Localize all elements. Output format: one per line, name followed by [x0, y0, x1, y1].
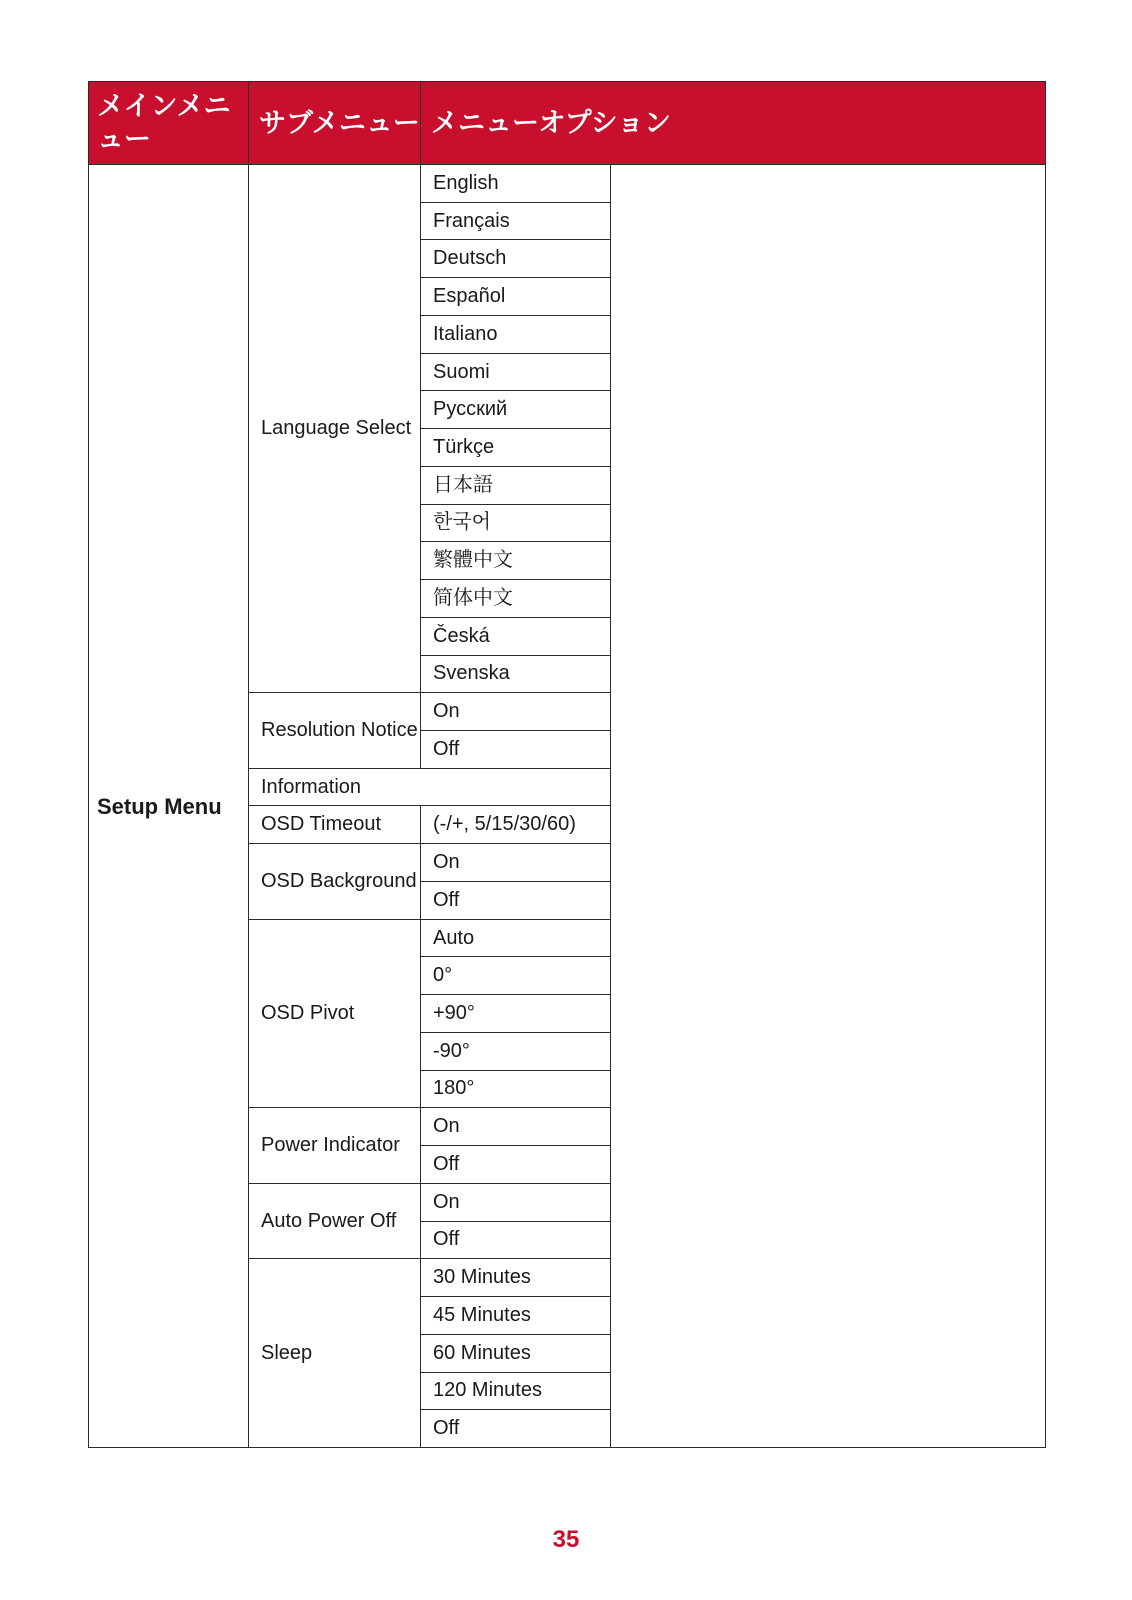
blank-cell — [611, 1334, 1046, 1372]
option-cell: On — [421, 1183, 611, 1221]
option-cell: Suomi — [421, 353, 611, 391]
blank-cell — [611, 391, 1046, 429]
option-cell: English — [421, 165, 611, 203]
submenu-cell: Resolution Notice — [249, 693, 421, 768]
blank-cell — [611, 881, 1046, 919]
option-cell: Off — [421, 731, 611, 769]
blank-cell — [611, 278, 1046, 316]
option-cell: Français — [421, 202, 611, 240]
main-menu-cell: Setup Menu — [89, 165, 249, 1448]
option-cell: +90° — [421, 995, 611, 1033]
option-cell: On — [421, 844, 611, 882]
option-cell: Русский — [421, 391, 611, 429]
option-cell: Deutsch — [421, 240, 611, 278]
option-cell: 30 Minutes — [421, 1259, 611, 1297]
blank-cell — [611, 202, 1046, 240]
blank-cell — [611, 429, 1046, 467]
option-cell: 简体中文 — [421, 580, 611, 618]
table-row — [89, 165, 1046, 203]
blank-cell — [611, 806, 1046, 844]
option-cell: Off — [421, 1221, 611, 1259]
option-cell: Italiano — [421, 315, 611, 353]
option-cell: Off — [421, 1410, 611, 1448]
option-cell: Česká — [421, 617, 611, 655]
option-cell: 0° — [421, 957, 611, 995]
blank-cell — [611, 1146, 1046, 1184]
blank-cell — [611, 353, 1046, 391]
blank-cell — [611, 693, 1046, 731]
page-number: 35 — [552, 1526, 580, 1553]
option-cell: 45 Minutes — [421, 1297, 611, 1335]
blank-cell — [611, 957, 1046, 995]
blank-cell — [611, 240, 1046, 278]
header-menu-option: メニューオプション — [421, 82, 1046, 165]
table-header-row — [89, 82, 1046, 165]
blank-cell — [611, 655, 1046, 693]
blank-cell — [611, 1259, 1046, 1297]
option-cell: On — [421, 693, 611, 731]
blank-cell — [611, 504, 1046, 542]
blank-cell — [611, 165, 1046, 203]
blank-cell — [611, 768, 1046, 806]
option-cell: Auto — [421, 919, 611, 957]
table-body — [89, 165, 1046, 1448]
blank-cell — [611, 1221, 1046, 1259]
option-cell: 日本語 — [421, 466, 611, 504]
submenu-cell: Language Select — [249, 165, 421, 693]
option-cell: 繁體中文 — [421, 542, 611, 580]
option-cell: (-/+, 5/15/30/60) — [421, 806, 611, 844]
option-cell: On — [421, 1108, 611, 1146]
blank-cell — [611, 580, 1046, 618]
blank-cell — [611, 1410, 1046, 1448]
osd-menu-table — [88, 81, 1046, 1448]
option-cell: 180° — [421, 1070, 611, 1108]
submenu-cell: Power Indicator — [249, 1108, 421, 1183]
blank-cell — [611, 315, 1046, 353]
blank-cell — [611, 844, 1046, 882]
blank-cell — [611, 1032, 1046, 1070]
submenu-cell: OSD Background — [249, 844, 421, 919]
submenu-cell: Information — [249, 768, 611, 806]
blank-cell — [611, 1070, 1046, 1108]
submenu-cell: Auto Power Off — [249, 1183, 421, 1258]
option-cell: Off — [421, 881, 611, 919]
blank-cell — [611, 466, 1046, 504]
option-cell: Svenska — [421, 655, 611, 693]
blank-cell — [611, 1372, 1046, 1410]
header-sub-menu: サブメニュー — [249, 82, 421, 165]
blank-cell — [611, 542, 1046, 580]
option-cell: 한국어 — [421, 504, 611, 542]
option-cell: Off — [421, 1146, 611, 1184]
blank-cell — [611, 617, 1046, 655]
blank-cell — [611, 1108, 1046, 1146]
header-main-menu: メインメニュー — [89, 82, 249, 165]
option-cell: Türkçe — [421, 429, 611, 467]
blank-cell — [611, 995, 1046, 1033]
option-cell: Español — [421, 278, 611, 316]
option-cell: 60 Minutes — [421, 1334, 611, 1372]
option-cell: 120 Minutes — [421, 1372, 611, 1410]
submenu-cell: OSD Pivot — [249, 919, 421, 1108]
option-cell: -90° — [421, 1032, 611, 1070]
blank-cell — [611, 1297, 1046, 1335]
submenu-cell: OSD Timeout — [249, 806, 421, 844]
blank-cell — [611, 1183, 1046, 1221]
blank-cell — [611, 731, 1046, 769]
submenu-cell: Sleep — [249, 1259, 421, 1448]
blank-cell — [611, 919, 1046, 957]
